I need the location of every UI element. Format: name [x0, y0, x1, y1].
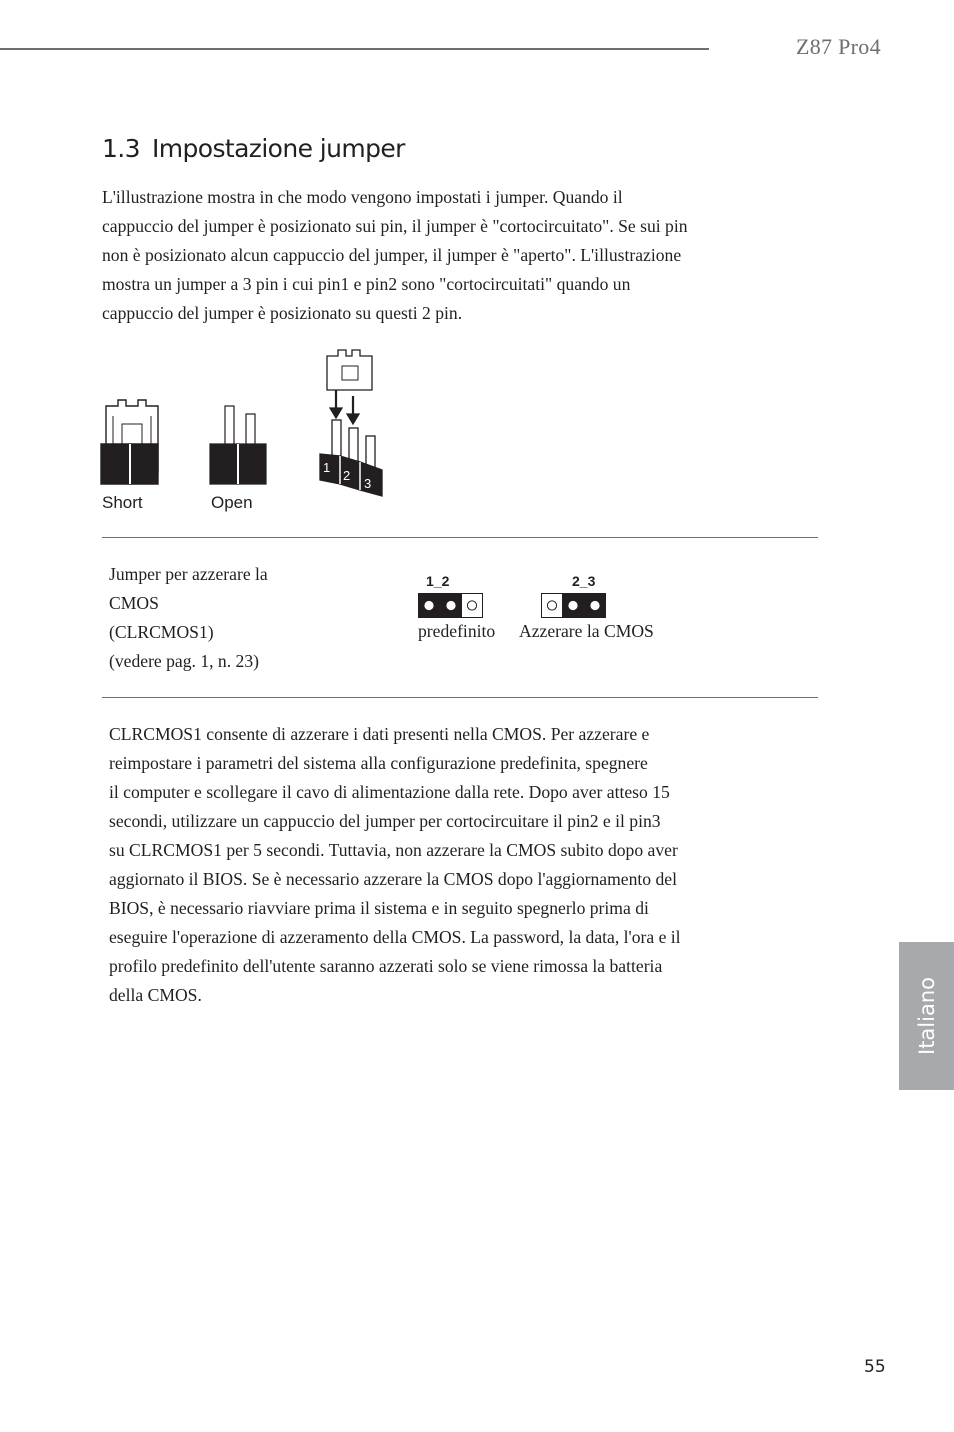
intro-line: cappuccio del jumper è posizionato su questi 2 pin. — [102, 303, 463, 323]
short-label: Short — [102, 493, 143, 512]
body-line: eseguire l'operazione di azzeramento della CMOS. La password, la data, l'ora e il — [109, 927, 681, 947]
intro-line: mostra un jumper a 3 pin i cui pin1 e pin2 sono "cortocircuitati" quando un — [102, 274, 631, 294]
short-jumper-icon — [101, 400, 158, 484]
intro-line: non è posizionato alcun cappuccio del jumper, il jumper è "aperto". L'illustrazione — [102, 245, 682, 265]
setting-1-2-caption: predefinito — [418, 621, 496, 641]
open-jumper-icon — [210, 406, 266, 484]
intro-line: cappuccio del jumper è posizionato sui pin, il jumper è "cortocircuitato". Se sui pin — [102, 216, 688, 236]
model-name: Z87 Pro4 — [796, 34, 881, 59]
setting-2-3-caption: Azzerare la CMOS — [519, 621, 654, 641]
body-paragraph — [109, 720, 769, 1010]
page-number: 55 — [864, 1357, 886, 1377]
body-line: profilo predefinito dell'utente saranno azzerati solo se viene rimossa la batteria — [109, 956, 663, 976]
body-line: il computer e scollegare il cavo di alimentazione dalla rete. Dopo aver atteso 15 — [109, 782, 670, 802]
body-line: della CMOS. — [109, 985, 202, 1005]
pin-number-2: 2 — [343, 468, 351, 483]
body-line: CLRCMOS1 consente di azzerare i dati presenti nella CMOS. Per azzerare e — [109, 724, 650, 744]
language-side-tab — [899, 942, 954, 1090]
pin-header-2-3-icon — [541, 593, 607, 618]
body-line: reimpostare i parametri del sistema alla configurazione predefinita, spegnere — [109, 753, 648, 773]
pin-number-1: 1 — [323, 460, 331, 475]
body-line: su CLRCMOS1 per 5 secondi. Tuttavia, non azzerare la CMOS subito dopo aver — [109, 840, 678, 860]
jumper-description-line: (vedere pag. 1, n. 23) — [109, 651, 259, 671]
jumper-description-line: (CLRCMOS1) — [109, 622, 214, 642]
intro-paragraph — [102, 183, 762, 328]
jumper-description — [109, 560, 268, 676]
header-rule — [0, 48, 709, 50]
setting-1-2-pins-label: 1_2 — [426, 573, 450, 589]
open-label: Open — [211, 493, 253, 512]
jumper-description-line: Jumper per azzerare la — [109, 564, 268, 584]
intro-line: L'illustrazione mostra in che modo vengono impostati i jumper. Quando il — [102, 187, 623, 207]
pin-header-1-2-icon — [418, 593, 484, 618]
pin-number-3: 3 — [364, 476, 372, 491]
jumper-illustration — [96, 344, 396, 520]
body-line: aggiornato il BIOS. Se è necessario azzerare la CMOS dopo l'aggiornamento del — [109, 869, 677, 889]
table-top-rule — [102, 537, 818, 538]
jumper-description-line: CMOS — [109, 593, 159, 613]
section-number: 1.3 — [102, 134, 140, 163]
section-title — [102, 134, 405, 163]
section-title-text: Impostazione jumper — [151, 134, 405, 163]
language-tab-label: Italiano — [914, 977, 939, 1055]
body-line: BIOS, è necessario riavviare prima il sistema e in seguito spegnerlo prima di — [109, 898, 649, 918]
setting-2-3-pins-label: 2_3 — [572, 573, 596, 589]
body-line: secondi, utilizzare un cappuccio del jumper per cortocircuitare il pin2 e il pin3 — [109, 811, 661, 831]
table-bottom-rule — [102, 697, 818, 698]
